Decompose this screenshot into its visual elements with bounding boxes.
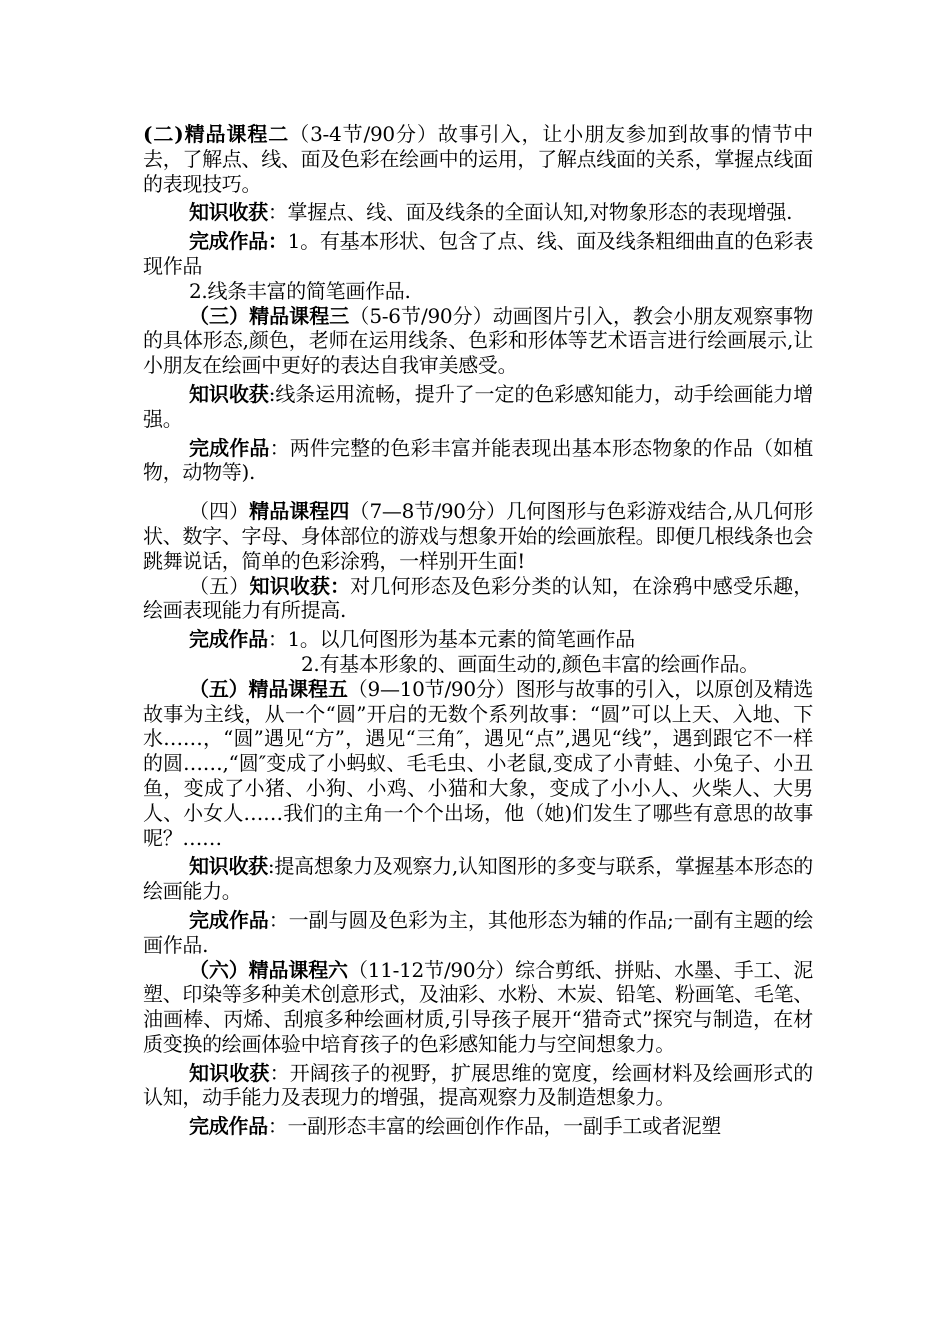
paragraph-knowledge-4 [143, 574, 813, 624]
text-course-3: （5-6节/90分）动画图片引入，教会小朋友观察事物的具体形态,颜色，老师在运用线条、色彩和形体等艺术语言进行绘画展示,让小朋友在绘画中更好的表达自我审美感受。 [143, 303, 813, 378]
text-course-2: （3-4节/90分）故事引入，让小朋友参加到故事的情节中去，了解点、线、面及色彩在绘画中的运用，了解点线面的关系，掌握点线面的表现技巧。 [143, 122, 813, 196]
label-knowledge-4: 知识收获： [249, 573, 351, 598]
heading-course-3: （三）精品课程三 [189, 303, 350, 328]
paragraph-works-5 [143, 908, 813, 958]
paragraph-works-4 [143, 627, 813, 652]
label-knowledge-5: 知识收获 [189, 854, 268, 879]
label-works-2: 完成作品： [189, 229, 288, 254]
label-works-5: 完成作品 [189, 907, 269, 932]
paragraph-works-6 [143, 1114, 813, 1139]
text-knowledge-5: :提高想象力及观察力,认知图形的多变与联系，掌握基本形态的绘画能力。 [143, 854, 813, 904]
text-knowledge-6: ：开阔孩子的视野，扩展思维的宽度，绘画材料及绘画形式的认知，动手能力及表现力的增强，提高观察力及制造想象力。 [143, 1060, 813, 1110]
label-works-6: 完成作品 [189, 1114, 268, 1139]
document-page [143, 118, 813, 1139]
paragraph-works-4-item-2 [143, 652, 813, 677]
text-knowledge-3: :线条运用流畅，提升了一定的色彩感知能力，动手绘画能力增强。 [143, 381, 813, 431]
label-knowledge-2: 知识收获 [189, 200, 268, 225]
text-works-4: ：1。以几何图形为基本元素的简笔画作品 [267, 627, 635, 652]
heading-course-6: （六）精品课程六 [189, 957, 348, 982]
heading-course-5: （五）精品课程五 [189, 676, 348, 701]
text-course-5: （9—10节/90分）图形与故事的引入，以原创及精选故事为主线，从一个“圆”开启的无数个系列故事：“圆”可以上天、入地、下水……，“圆”遇见“方”，遇见“三角″，遇见“点”,遇见“线”，遇到跟它不一样的圆……,“圆″变成了小蚂蚁、毛毛虫、小老鼠,变成了小青蛙、小兔子、小丑鱼，变成了小猪、小狗、小鸡、小猫和大象，变成了小小人、火柴人、大男人、小女人……我们的主角一个个出场，他（她)们发生了哪些有意思的故事呢？…… [143, 676, 813, 850]
paragraph-knowledge-3 [143, 382, 813, 432]
paragraph-course-5 [143, 677, 813, 851]
paragraph-knowledge-5 [143, 854, 813, 904]
text-works-6: ：一副形态丰富的绘画创作作品，一副手工或者泥塑 [267, 1114, 721, 1139]
prefix-knowledge-4: （五） [189, 573, 250, 598]
label-knowledge-3: 知识收获 [189, 381, 269, 406]
text-works-3: ：两件完整的色彩丰富并能表现出基本形态物象的作品（如植物，动物等). [143, 435, 813, 485]
label-works-3: 完成作品 [189, 435, 270, 460]
text-works-5: ：一副与圆及色彩为主，其他形态为辅的作品;一副有主题的绘画作品. [143, 907, 813, 957]
paragraph-works-2-item-2 [143, 279, 813, 304]
paragraph-works-3 [143, 436, 813, 486]
text-works-2-item-2: 2.线条丰富的简笔画作品. [189, 278, 411, 303]
text-works-2: 1。有基本形状、包含了点、线、面及线条粗细曲直的色彩表现作品 [143, 229, 814, 278]
paragraph-course-2 [143, 122, 813, 196]
paragraph-course-6 [143, 958, 813, 1057]
text-knowledge-4: 对几何形态及色彩分类的认知，在涂鸦中感受乐趣，绘画表现能力有所提高. [143, 573, 813, 623]
heading-course-4: 精品课程四 [249, 499, 350, 524]
text-course-6: （11-12节/90分）综合剪纸、拼贴、水墨、手工、泥塑、印染等多种美术创意形式，及油彩、水粉、木炭、铅笔、粉画笔、毛笔、油画棒、丙烯、刮痕多种绘画材质,引导孩子展开“猎奇式”探究与制造，在材质变换的绘画体验中培育孩子的色彩感知能力与空间想象力。 [143, 957, 813, 1056]
heading-course-2: (二)精品课程二 [143, 122, 290, 146]
text-knowledge-2: ：掌握点、线、面及线条的全面认知,对物象形态的表现增强. [267, 200, 793, 225]
label-knowledge-6: 知识收获 [189, 1060, 270, 1085]
paragraph-course-3 [143, 304, 813, 378]
prefix-course-4: （四） [189, 499, 250, 524]
paragraph-course-4 [143, 499, 813, 573]
paragraph-works-2 [143, 229, 813, 279]
text-works-4-item-2: 2.有基本形象的、画面生动的,颜色丰富的绘画作品。 [301, 651, 759, 676]
paragraph-knowledge-6 [143, 1061, 813, 1111]
paragraph-knowledge-2 [143, 200, 813, 225]
label-works-4: 完成作品 [189, 627, 268, 652]
text-course-4: （7—8节/90分）几何图形与色彩游戏结合,从几何形状、数字、字母、身体部位的游戏与想象开始的绘画旅程。即便几根线条也会跳舞说话，简单的色彩涂鸦，一样别开生面! [143, 499, 813, 573]
